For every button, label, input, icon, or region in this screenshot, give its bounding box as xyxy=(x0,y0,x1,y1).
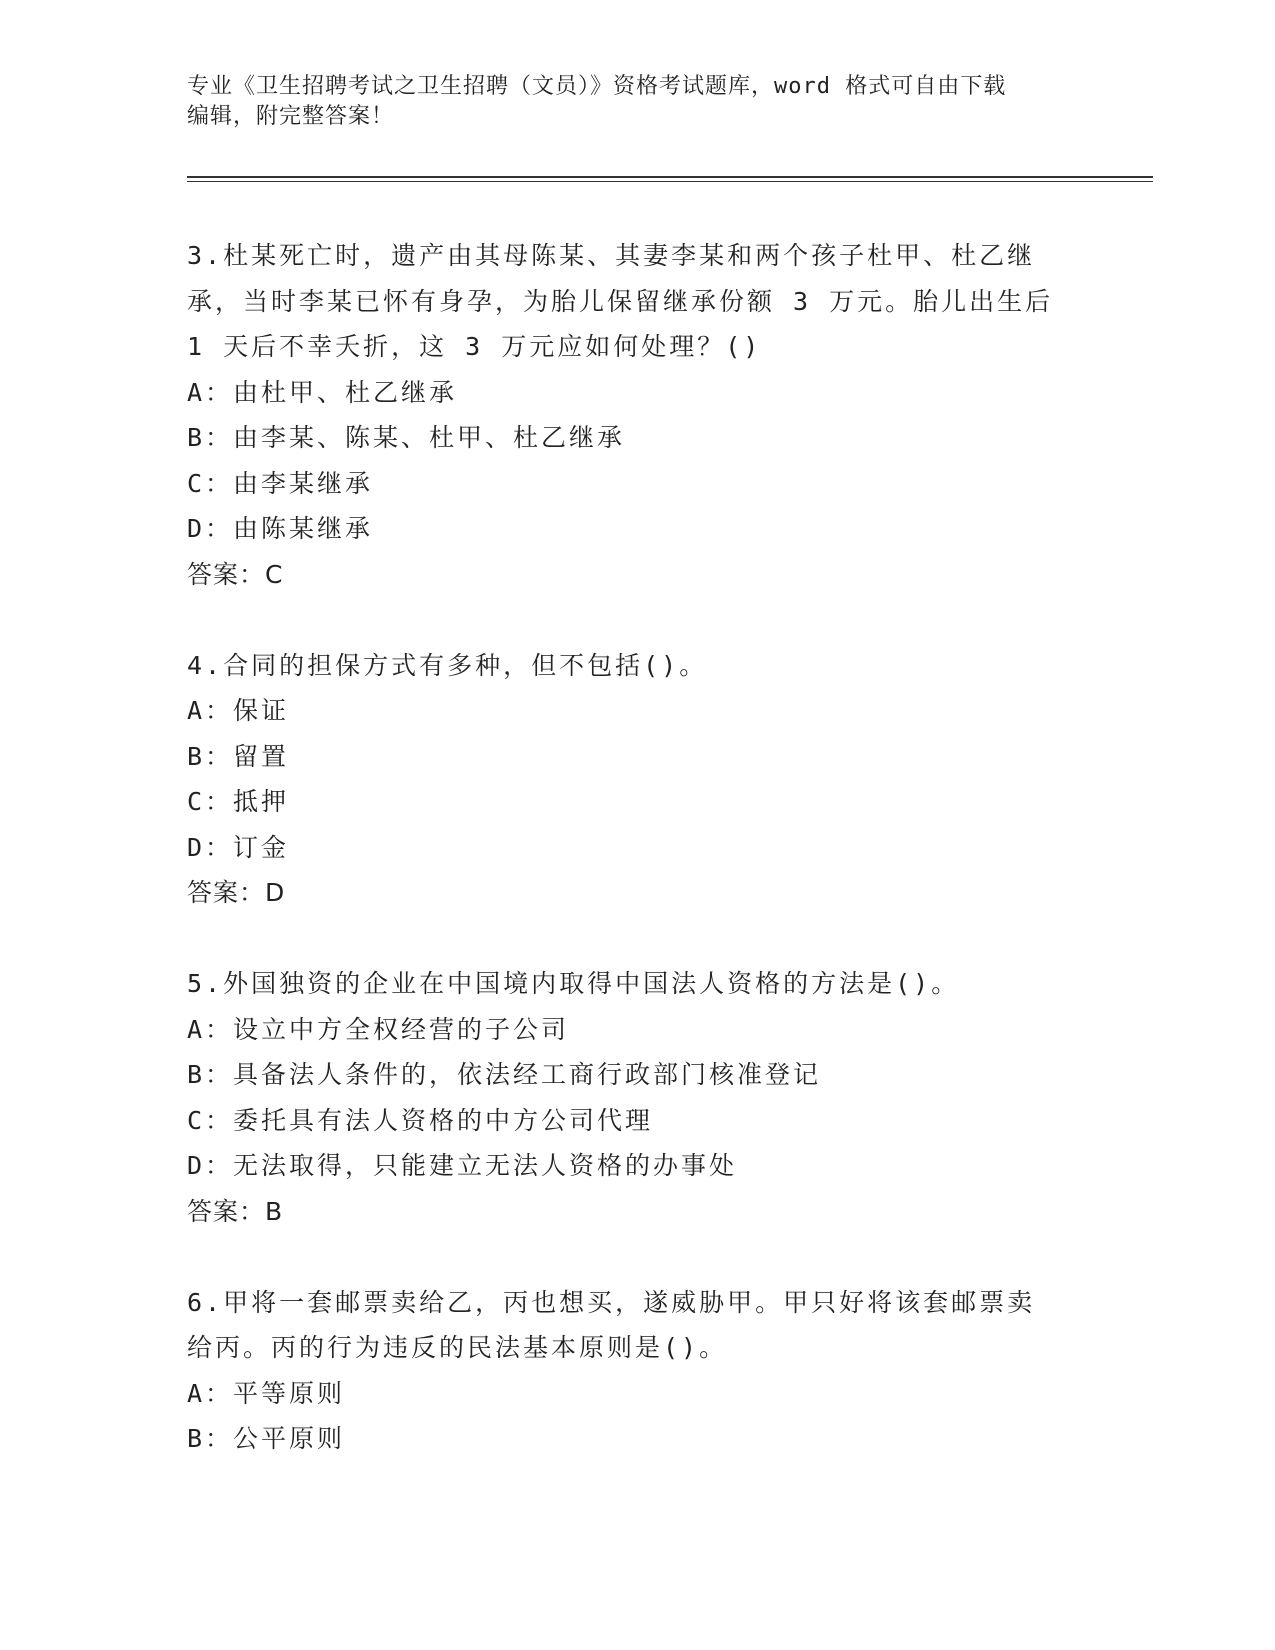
question-text-line: 承，当时李某已怀有身孕，为胎儿保留继承份额 3 万元。胎儿出生后 xyxy=(187,286,1054,316)
question-text-line: 3.杜某死亡时，遗产由其母陈某、其妻李某和两个孩子杜甲、杜乙继 xyxy=(187,241,1036,270)
document-header xyxy=(187,72,1067,132)
question-text-line: 4.合同的担保方式有多种，但不包括()。 xyxy=(187,650,708,680)
option-a: A：由杜甲、杜乙继承 xyxy=(187,377,458,407)
question-spacer xyxy=(187,597,1067,643)
option-c: C：委托具有法人资格的中方公司代理 xyxy=(187,1105,654,1135)
question-text-line: 5.外国独资的企业在中国境内取得中国法人资格的方法是()。 xyxy=(187,969,960,998)
header-line-2: 编辑，附完整答案！ xyxy=(187,104,395,129)
question-5 xyxy=(187,961,1067,1234)
option-d: D：无法取得，只能建立无法人资格的办事处 xyxy=(187,1151,738,1180)
answer-text: 答案：B xyxy=(187,1196,284,1226)
question-6 xyxy=(187,1280,1067,1462)
option-b: B：公平原则 xyxy=(187,1424,346,1453)
option-d: D：由陈某继承 xyxy=(187,514,374,543)
question-text-line: 1 天后不幸夭折，这 3 万元应如何处理？() xyxy=(187,332,762,361)
question-spacer xyxy=(187,1234,1067,1280)
option-c: C：由李某继承 xyxy=(187,468,374,498)
header-divider-top xyxy=(187,176,1153,178)
header-line-1: 专业《卫生招聘考试之卫生招聘（文员）》资格考试题库，word 格式可自由下载 xyxy=(187,74,1007,99)
option-d: D：订金 xyxy=(187,832,290,862)
question-list xyxy=(187,233,1067,1462)
option-b: B：具备法人条件的，依法经工商行政部门核准登记 xyxy=(187,1060,822,1089)
option-c: C：抵押 xyxy=(187,787,290,816)
option-a: A：设立中方全权经营的子公司 xyxy=(187,1014,570,1044)
header-divider-bottom xyxy=(187,181,1153,182)
question-3 xyxy=(187,233,1067,597)
question-text-line: 6.甲将一套邮票卖给乙，丙也想买，遂威胁甲。甲只好将该套邮票卖 xyxy=(187,1287,1036,1317)
answer-text: 答案：D xyxy=(187,878,286,907)
answer-text: 答案：C xyxy=(187,559,284,589)
option-b: B：由李某、陈某、杜甲、杜乙继承 xyxy=(187,423,626,452)
option-a: A：平等原则 xyxy=(187,1378,346,1408)
question-spacer xyxy=(187,916,1067,962)
question-4 xyxy=(187,643,1067,916)
question-text-line: 给丙。丙的行为违反的民法基本原则是()。 xyxy=(187,1333,728,1362)
option-a: A：保证 xyxy=(187,696,290,725)
option-b: B：留置 xyxy=(187,741,290,771)
